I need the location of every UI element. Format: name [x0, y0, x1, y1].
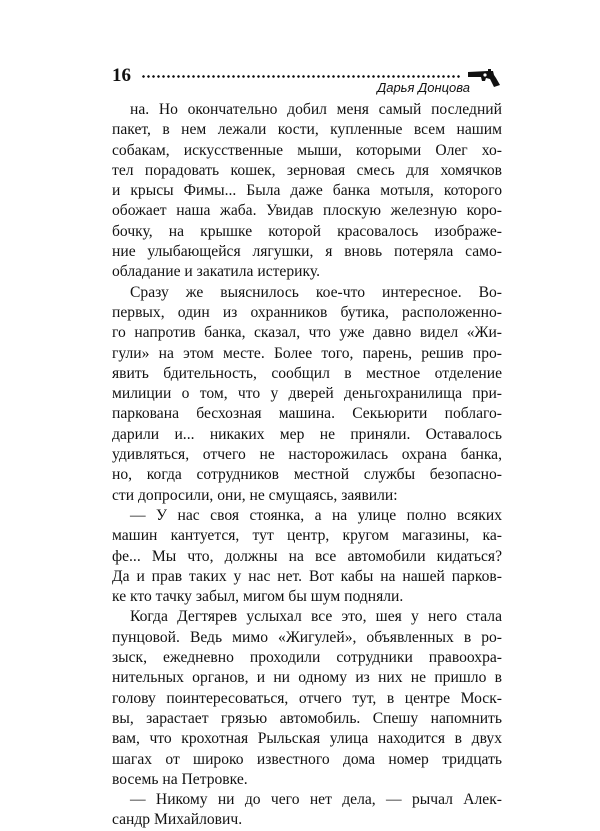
text-line: сти допросили, они, не смущаясь, заявили: [112, 486, 398, 504]
paragraph [112, 506, 502, 607]
text-line: паркована бесхозная машина. Секьюрити поблаго- [112, 405, 502, 423]
text-line: первых, один из охранников бутика, расположенно- [112, 303, 502, 321]
dotted-leader [141, 75, 460, 78]
paragraph [112, 607, 502, 790]
text-line: нительных органов, и ни одному из них не пришло в [112, 669, 502, 687]
text-line: шагах от широко известного дома номер тридцать [112, 750, 502, 768]
paragraph [112, 100, 502, 283]
text-line: голову поинтересоваться, отчего тут, в центре Моск- [112, 689, 502, 707]
text-line: ние улыбающейся лягушки, я вновь потеряла само- [112, 243, 502, 261]
text-line: обожает наша жаба. Увидав плоскую железную коро- [112, 202, 502, 220]
text-line: и крысы Фимы... Была даже банка мотыля, которого [112, 182, 502, 200]
text-line: — Никому ни до чего нет дела, — рычал Алек- [130, 791, 502, 809]
text-line: Когда Дегтярев услыхал все это, шея у него стала [130, 608, 502, 626]
text-line: тел порадовать кошек, зерновая смесь для хомячков [112, 161, 502, 179]
text-line: вам, что крохотная Рыльская улица находится в двух [112, 730, 502, 748]
text-line: зыск, ежедневно проходили сотрудники правоохра- [112, 649, 502, 667]
text-line: явить бдительность, сообщил в местное отделение [112, 364, 502, 382]
text-line: ке кто тачку забыл, мигом бы шум подняли. [112, 588, 404, 606]
revolver-icon [466, 66, 502, 88]
text-line: вы, зарастает грязью автомобиль. Спешу напомнить [112, 709, 502, 727]
text-line: пунцовой. Ведь мимо «Жигулей», объявленных в ро- [112, 628, 502, 646]
author-name: Дарья Донцова [377, 80, 470, 95]
text-line: на. Но окончательно добил меня самый последний [130, 101, 502, 118]
body-text [112, 100, 502, 831]
text-line: машин кантуется, тут центр, кругом магазины, ка- [112, 527, 502, 545]
text-line: бочку, на крышке которой красовалось изображе- [112, 222, 502, 240]
paragraph [112, 790, 502, 831]
text-line: го напротив банка, сказал, что уже давно видел «Жи- [112, 324, 502, 342]
text-line: — У нас своя стоянка, а на улице полно всяких [130, 506, 502, 524]
paragraph [112, 283, 502, 506]
text-line: сандр Михайлович. [112, 811, 243, 829]
text-line: дарили и... никаких мер не приняли. Оставалось [112, 425, 502, 443]
text-line: милиции о том, что у дверей деньгохранилища при- [112, 385, 502, 403]
text-line: Сразу же выяснилось кое-что интересное. Во- [130, 283, 502, 301]
text-line: Да и прав таких у нас нет. Вот кабы на нашей парков- [112, 567, 502, 585]
text-line: но, когда сотрудников местной службы безопасно- [112, 466, 502, 484]
running-header [112, 66, 502, 96]
text-line: обладание и закатила истерику. [112, 263, 320, 281]
text-line: восемь на Петровке. [112, 770, 248, 788]
text-line: фе... Мы что, должны на все автомобили кидаться? [112, 547, 502, 565]
text-line: удивляться, отчего не насторожилась охрана банка, [112, 446, 502, 464]
page-number: 16 [112, 65, 131, 86]
text-line: гули» на этом месте. Более того, парень, решив про- [112, 344, 502, 362]
text-line: пакет, в нем лежали кости, купленные всем нашим [112, 121, 502, 139]
text-line: собакам, искусственные мыши, которыми Олег хо- [112, 141, 502, 159]
